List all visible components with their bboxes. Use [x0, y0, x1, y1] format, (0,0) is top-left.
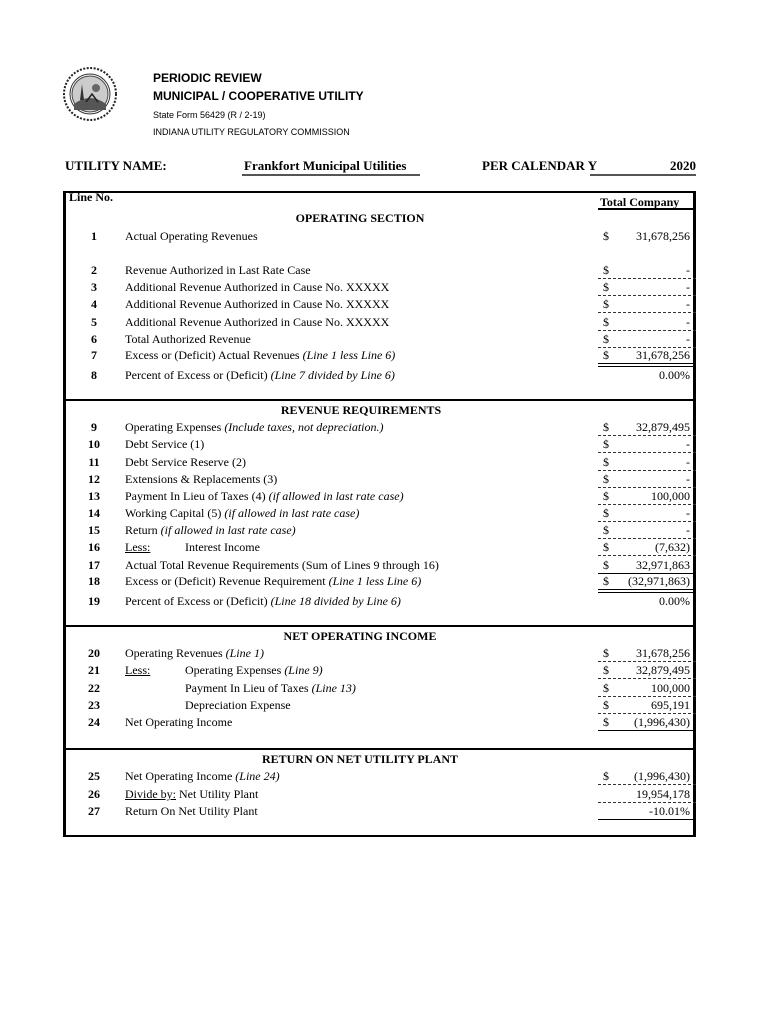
line-amount[interactable]: 100,000 [651, 681, 690, 695]
line-note: (Line 1 less Line 6) [302, 348, 396, 362]
dollar-sign: $ [603, 663, 609, 677]
line-note: (Line 7 divided by Line 6) [270, 368, 395, 382]
line-text: Return [125, 523, 161, 537]
line-amount[interactable]: - [686, 263, 690, 277]
dollar-sign: $ [603, 280, 609, 294]
line-description [125, 455, 246, 469]
line-text: Revenue Authorized in Last Rate Case [125, 263, 311, 277]
line-number: 4 [91, 297, 97, 311]
form-title: PERIODIC REVIEW [153, 71, 262, 85]
line-number: 20 [88, 646, 100, 660]
line-amount[interactable]: (32,971,863) [628, 574, 690, 588]
dollar-sign: $ [603, 506, 609, 520]
line-number: 15 [88, 523, 100, 537]
line-note: (Line 13) [311, 681, 356, 695]
amount-rule [598, 784, 696, 785]
line-text: Additional Revenue Authorized in Cause No. XXXXX [125, 280, 390, 294]
amount-rule [598, 713, 696, 714]
dollar-sign: $ [603, 715, 609, 729]
line-amount[interactable]: 32,971,863 [636, 558, 690, 572]
section-divider [63, 748, 696, 750]
line-number: 10 [88, 437, 100, 451]
line-description [125, 558, 439, 572]
dollar-sign: $ [603, 229, 609, 243]
line-text: Debt Service Reserve (2) [125, 455, 246, 469]
amount-double-rule [598, 366, 696, 367]
line-description [125, 804, 258, 818]
line-description [125, 280, 389, 294]
line-text: Return On Net Utility Plant [125, 804, 258, 818]
line-description [125, 663, 323, 677]
line-number: 7 [91, 348, 97, 362]
line-text: Percent of Excess or (Deficit) [125, 594, 271, 608]
line-description [125, 489, 404, 503]
line-text: Excess or (Deficit) Revenue Requirement [125, 574, 329, 588]
line-number: 1 [91, 229, 97, 243]
line-number: 23 [88, 698, 100, 712]
line-description [125, 472, 277, 486]
line-amount[interactable]: -10.01% [649, 804, 690, 818]
dollar-sign: $ [603, 263, 609, 277]
line-amount[interactable]: - [686, 297, 690, 311]
line-description [125, 646, 264, 660]
line-number: 14 [88, 506, 100, 520]
amount-rule [598, 278, 696, 279]
utility-name-underline [242, 174, 420, 176]
line-note: (if allowed in last rate case) [268, 489, 404, 503]
dollar-sign: $ [603, 769, 609, 783]
dollar-sign: $ [603, 455, 609, 469]
line-amount[interactable]: 0.00% [659, 368, 690, 382]
amount-rule [598, 295, 696, 296]
amount-rule [598, 819, 696, 820]
line-amount[interactable]: (7,632) [655, 540, 690, 554]
line-number: 3 [91, 280, 97, 294]
line-number: 24 [88, 715, 100, 729]
amount-rule [598, 521, 696, 522]
line-amount[interactable]: 31,678,256 [636, 646, 690, 660]
line-description [125, 348, 395, 362]
line-amount[interactable]: 31,678,256 [636, 348, 690, 362]
line-amount[interactable]: 0.00% [659, 594, 690, 608]
dollar-sign: $ [603, 297, 609, 311]
total-header-rule [598, 208, 696, 210]
line-note: (Line 24) [235, 769, 280, 783]
form-subtitle: MUNICIPAL / COOPERATIVE UTILITY [153, 89, 364, 103]
line-number: 25 [88, 769, 100, 783]
line-text: Divide by: [125, 787, 176, 801]
section-title-noi: NET OPERATING INCOME [283, 629, 437, 643]
line-amount[interactable]: - [686, 315, 690, 329]
line-amount[interactable]: - [686, 523, 690, 537]
dollar-sign: $ [603, 332, 609, 346]
amount-rule [598, 730, 696, 731]
line-subtext: Net Utility Plant [176, 787, 259, 801]
line-number: 8 [91, 368, 97, 382]
period-label: PER CALENDAR Y [482, 158, 598, 173]
dollar-sign: $ [603, 574, 609, 588]
amount-rule [598, 589, 696, 590]
line-number: 13 [88, 489, 100, 503]
section-divider [63, 399, 696, 401]
line-text: Additional Revenue Authorized in Cause No. XXXXX [125, 297, 390, 311]
line-amount[interactable]: 31,678,256 [636, 229, 690, 243]
line-text: Less: [125, 663, 151, 677]
line-note: (if allowed in last rate case) [224, 506, 360, 520]
line-text: Net Operating Income [125, 769, 236, 783]
line-subtext: Depreciation Expense [185, 698, 291, 712]
line-text: Excess or (Deficit) Actual Revenues [125, 348, 303, 362]
amount-rule [598, 661, 696, 662]
line-description [125, 420, 383, 434]
section-divider [63, 625, 696, 627]
utility-name-value[interactable]: Frankfort Municipal Utilities [244, 158, 407, 173]
total-company-header: Total Company [600, 195, 680, 209]
amount-rule [598, 802, 696, 803]
line-note: (Line 1) [225, 646, 264, 660]
dollar-sign: $ [603, 420, 609, 434]
line-description [125, 229, 258, 243]
line-number: 16 [88, 540, 100, 554]
line-amount[interactable]: (1,996,430) [634, 769, 690, 783]
line-text: Actual Total Revenue Requirements (Sum of Lines 9 through 16) [125, 558, 439, 572]
amount-rule [598, 470, 696, 471]
indiana-state-seal-icon [62, 66, 118, 122]
dollar-sign: $ [603, 489, 609, 503]
line-number: 22 [88, 681, 100, 695]
line-note: (Line 9) [284, 663, 323, 677]
line-amount[interactable]: - [686, 455, 690, 469]
dollar-sign: $ [603, 540, 609, 554]
amount-rule [598, 504, 696, 505]
line-number: 27 [88, 804, 100, 818]
section-title-return: RETURN ON NET UTILITY PLANT [261, 752, 459, 766]
line-text: Actual Operating Revenues [125, 229, 258, 243]
line-note: (Line 1 less Line 6) [328, 574, 422, 588]
line-number: 21 [88, 663, 100, 677]
line-subtext: Payment In Lieu of Taxes (Line 13) [185, 681, 356, 695]
line-number: 2 [91, 263, 97, 277]
line-amount[interactable]: - [686, 437, 690, 451]
dollar-sign: $ [603, 348, 609, 362]
utility-name-label: UTILITY NAME: [65, 158, 167, 173]
line-description [125, 332, 251, 346]
line-number: 6 [91, 332, 97, 346]
form-number: State Form 56429 (R / 2-19) [153, 110, 266, 120]
amount-rule [598, 538, 696, 539]
line-description [125, 574, 421, 588]
line-number: 17 [88, 558, 100, 572]
line-amount[interactable]: 32,879,495 [636, 663, 690, 677]
line-amount[interactable]: 100,000 [651, 489, 690, 503]
line-description [125, 769, 280, 783]
line-description [125, 594, 401, 608]
section-title-operating: OPERATING SECTION [295, 211, 425, 225]
line-amount[interactable]: - [686, 280, 690, 294]
line-number: 19 [88, 594, 100, 608]
dollar-sign: $ [603, 472, 609, 486]
amount-rule [598, 487, 696, 488]
line-text: Operating Revenues [125, 646, 226, 660]
amount-rule [598, 363, 696, 364]
line-text: Extensions & Replacements (3) [125, 472, 278, 486]
line-amount[interactable]: - [686, 472, 690, 486]
line-description [125, 297, 389, 311]
dollar-sign: $ [603, 681, 609, 695]
amount-rule [598, 435, 696, 436]
line-text: Working Capital (5) [125, 506, 225, 520]
dollar-sign: $ [603, 646, 609, 660]
dollar-sign: $ [603, 558, 609, 572]
section-title-revenue: REVENUE REQUIREMENTS [280, 403, 442, 417]
line-text: Total Authorized Revenue [125, 332, 251, 346]
line-note: (if allowed in last rate case) [160, 523, 296, 537]
line-text: Less: [125, 540, 151, 554]
line-amount[interactable]: 32,879,495 [636, 420, 690, 434]
line-amount[interactable]: - [686, 332, 690, 346]
line-number: 18 [88, 574, 100, 588]
line-description [125, 787, 258, 801]
amount-rule [598, 452, 696, 453]
line-number: 11 [88, 455, 100, 469]
line-number: 26 [88, 787, 100, 801]
amount-rule [598, 555, 696, 556]
line-amount[interactable]: - [686, 506, 690, 520]
period-underline [590, 174, 696, 176]
line-number: 12 [88, 472, 100, 486]
dollar-sign: $ [603, 315, 609, 329]
dollar-sign: $ [603, 437, 609, 451]
line-text: Net Operating Income [125, 715, 233, 729]
line-text: Debt Service (1) [125, 437, 205, 451]
amount-double-rule [598, 592, 696, 593]
line-description [125, 540, 260, 554]
line-text: Payment In Lieu of Taxes (4) [125, 489, 269, 503]
line-amount[interactable]: (1,996,430) [634, 715, 690, 729]
line-description [125, 368, 395, 382]
line-description [125, 263, 311, 277]
dollar-sign: $ [603, 698, 609, 712]
line-note: (Include taxes, not depreciation.) [224, 420, 384, 434]
line-amount[interactable]: 695,191 [651, 698, 690, 712]
amount-rule [598, 330, 696, 331]
dollar-sign: $ [603, 523, 609, 537]
line-subtext: Interest Income [185, 540, 260, 554]
line-number: 5 [91, 315, 97, 329]
line-description [125, 315, 389, 329]
amount-rule [598, 312, 696, 313]
period-value[interactable]: 2020 [670, 158, 696, 173]
line-subtext: Operating Expenses (Line 9) [185, 663, 323, 677]
amount-rule [598, 678, 696, 679]
line-text: Operating Expenses [125, 420, 225, 434]
line-text: Additional Revenue Authorized in Cause No. XXXXX [125, 315, 390, 329]
amount-rule [598, 696, 696, 697]
line-description [125, 506, 359, 520]
line-note: (Line 18 divided by Line 6) [270, 594, 401, 608]
line-text: Percent of Excess or (Deficit) [125, 368, 271, 382]
line-description [125, 523, 296, 537]
line-no-header: Line No. [69, 190, 114, 204]
line-description [125, 715, 232, 729]
line-number: 9 [91, 420, 97, 434]
line-amount[interactable]: 19,954,178 [636, 787, 690, 801]
line-description [125, 437, 204, 451]
agency-name: INDIANA UTILITY REGULATORY COMMISSION [153, 127, 350, 137]
